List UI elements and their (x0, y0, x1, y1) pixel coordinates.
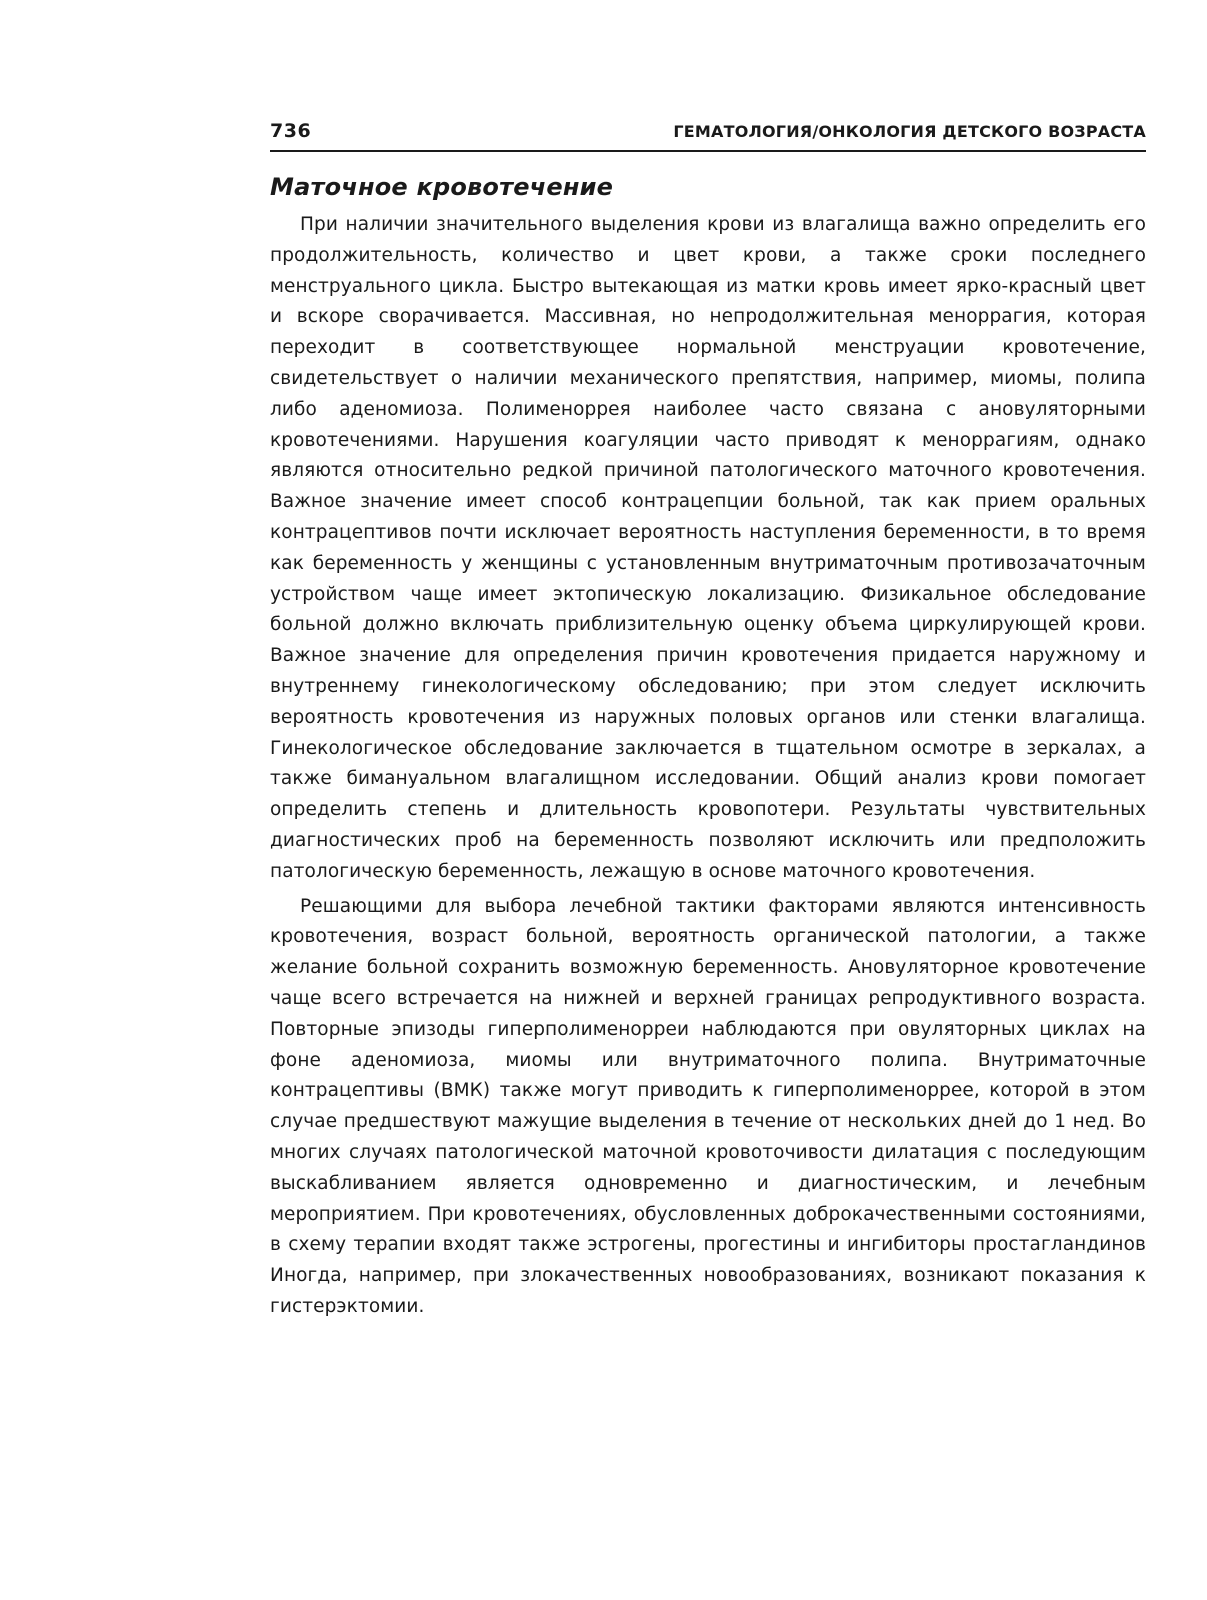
paragraph: Решающими для выбора лечебной тактики факторами являются интенсивность кровотечения, возраст больной, вероятность органической патологии, а также желание больной сохранить возможную беременность. Ановуляторное кровотечение чаще всего встречается на нижней и верхней границах репродуктивного возраста. Повторные эпизоды гиперполименорреи наблюдаются при овуляторных циклах на фоне аденомиоза, миомы или внутриматочного полипа. Внутриматочные контрацептивы (ВМК) также могут приводить к гиперполименоррее, которой в этом случае предшествуют мажущие выделения в течение от нескольких дней до 1 нед. Во многих случаях патологической маточной кровоточивости дилатация с последующим выскабливанием является одновременно и диагностическим, и лечебным мероприятием. При кровотечениях, обусловленных доброкачественными состояниями, в схему терапии входят также эстрогены, прогестины и ингибиторы простагландинов Иногда, например, при злокачественных новообразованиях, возникают показания к гистерэктомии. (270, 895, 1146, 1317)
page-number: 736 (270, 120, 312, 142)
body-text (270, 210, 1146, 1327)
paragraph: При наличии значительного выделения крови из влагалища важно определить его продолжительность, количество и цвет крови, а также сроки последнего менструального цикла. Быстро вытекающая из матки кровь имеет ярко-красный цвет и вскоре сворачивается. Массивная, но непродолжительная меноррагия, которая переходит в соответствующее нормальной менструации кровотечение, свидетельствует о наличии механического препятствия, например, миомы, полипа либо аденомиоза. Полименоррея наиболее часто связана с ановуляторными кровотечениями. Нарушения коагуляции часто приводят к меноррагиям, однако являются относительно редкой причиной патологического маточного кровотечения. Важное значение имеет способ контрацепции больной, так как прием оральных контрацептивов почти исключает вероятность наступления беременности, в то время как беременность у женщины с установленным внутриматочным противозачаточным устройством чаще имеет эктопическую локализацию. Физикальное обследование больной должно включать приблизительную оценку объема циркулирующей крови. Важное значение для определения причин кровотечения придается наружному и внутреннему гинекологическому обследованию; при этом следует исключить вероятность кровотечения из наружных половых органов или стенки влагалища. Гинекологическое обследование заключается в тщательном осмотре в зеркалах, а также бимануальном влагалищном исследовании. Общий анализ крови помогает определить степень и длительность кровопотери. Результаты чувствительных диагностических проб на беременность позволяют исключить или предположить патологическую беременность, лежащую в основе маточного кровотечения. (270, 214, 1146, 882)
running-title: ГЕМАТОЛОГИЯ/ОНКОЛОГИЯ ДЕТСКОГО ВОЗРАСТА (673, 122, 1146, 141)
running-header (270, 120, 1146, 152)
section-heading: Маточное кровотечение (270, 173, 614, 201)
